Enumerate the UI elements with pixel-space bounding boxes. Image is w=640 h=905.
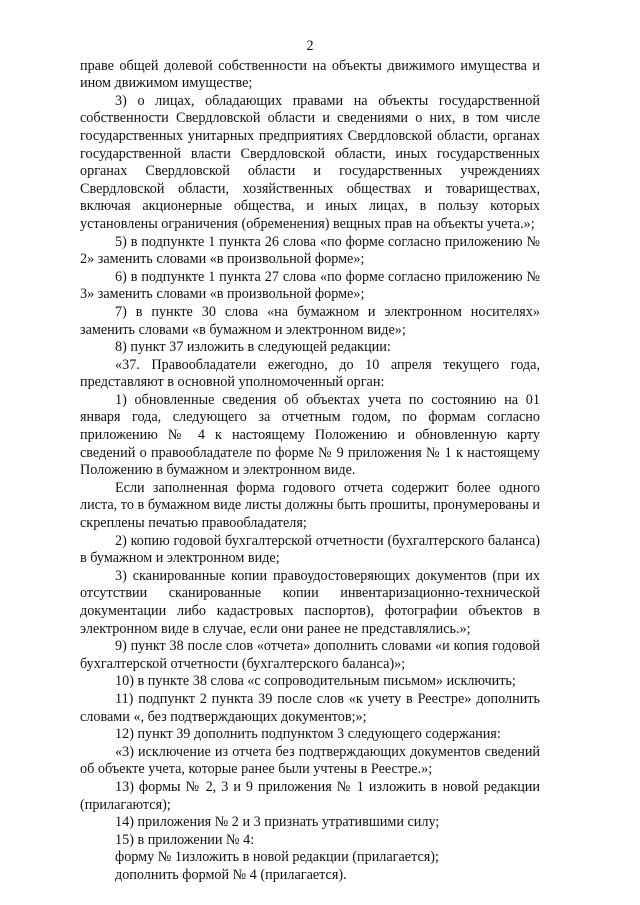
paragraph-item-15-sub-1: форму № 1изложить в новой редакции (прилагается);	[115, 849, 439, 866]
paragraph-item-15-sub-2: дополнить формой № 4 (прилагается).	[115, 866, 347, 883]
paragraph-item-10: 10) в пункте 38 слова «с сопроводительным письмом» исключить;	[115, 673, 516, 690]
paragraph-clause-39-item-3: «3) исключение из отчета без подтверждающих документов сведений об объекте учета, которые ранее были учтены в Реестре.»;	[80, 743, 540, 778]
paragraph-item-8: 8) пункт 37 изложить в следующей редакции:	[115, 339, 391, 356]
paragraph-item-11: 11) подпункт 2 пункта 39 после слов «к учету в Реестре» дополнить словами «, без подтверждающих документов;»;	[80, 690, 540, 725]
paragraph-item-14: 14) приложения № 2 и 3 признать утратившими силу;	[115, 814, 440, 831]
page-number: 2	[306, 38, 314, 54]
paragraph-continuation: праве общей долевой собственности на объекты движимого имущества и ином движимом имуществе;	[80, 57, 540, 92]
paragraph-item-13: 13) формы № 2, 3 и 9 приложения № 1 изложить в новой редакции (прилагаются);	[80, 778, 540, 813]
paragraph-item-15: 15) в приложении № 4:	[115, 831, 255, 848]
paragraph-item-5: 5) в подпункте 1 пункта 26 слова «по форме согласно приложению № 2» заменить словами «в произвольной форме»;	[80, 233, 540, 268]
paragraph-item-12: 12) пункт 39 дополнить подпунктом 3 следующего содержания:	[115, 726, 501, 743]
paragraph-item-6: 6) в подпункте 1 пункта 27 слова «по форме согласно приложению № 3» заменить словами «в произвольной форме»;	[80, 268, 540, 303]
paragraph-clause-37-item-2: 2) копию годовой бухгалтерской отчетности (бухгалтерского баланса) в бумажном и электронном виде;	[80, 532, 540, 567]
paragraph-clause-37: «37. Правообладатели ежегодно, до 10 апреля текущего года, представляют в основной уполномоченный орган:	[80, 356, 540, 391]
document-body	[80, 58, 540, 885]
paragraph-item-9: 9) пункт 38 после слов «отчета» дополнить словами «и копия годовой бухгалтерской отчетности (бухгалтерского баланса)»;	[80, 638, 540, 672]
paragraph-clause-37-item-1: 1) обновленные сведения об объектах учета по состоянию на 01 января года, следующего за отчетным годом, по формам согласно приложению № 4 к настоящему Положению и обновленную карту сведений о правообладателе по форме № 9 приложения № 1 к настоящему Положению в бумажном и электронном виде.	[80, 391, 540, 479]
paragraph-item-7: 7) в пункте 30 слова «на бумажном и электронном носителях» заменить словами «в бумажном и электронном виде»;	[80, 303, 540, 338]
paragraph-clause-37-item-3: 3) сканированные копии правоудостоверяющих документов (при их отсутствии сканированные копии инвентаризационно-технической документации либо кадастровых паспортов), фотографии объектов в электронном виде в случае, если они ранее не представлялись.»;	[80, 567, 540, 637]
paragraph-clause-37-note: Если заполненная форма годового отчета содержит более одного листа, то в бумажном виде листы должны быть прошиты, пронумерованы и скреплены печатью правообладателя;	[80, 479, 540, 532]
paragraph-item-3: 3) о лицах, обладающих правами на объекты государственной собственности Свердловской области и сведениями о них, в том числе государственных унитарных предприятиях Свердловской области, органах государственной власти Свердловской области, иных государственных органах Свердловской области и государственных учреждениях Свердловской области, хозяйственных обществах и товариществах, включая акционерные общества, и иных лицах, в пользу которых установлены ограничения (обременения) вещных прав на объекты учета.»;	[80, 92, 540, 232]
